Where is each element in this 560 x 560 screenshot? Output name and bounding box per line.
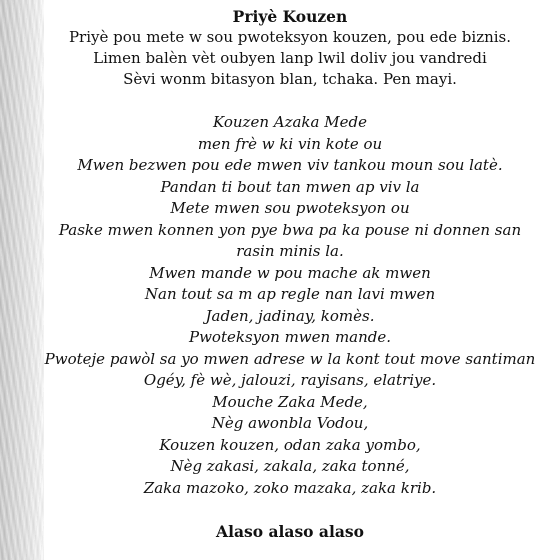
verse-line: Nèg zakasi, zakala, zaka tonné, (170, 457, 410, 475)
verse-line: rasin minis la. (236, 242, 344, 260)
intro-block (40, 27, 540, 90)
prayer-text (40, 6, 540, 542)
verse-line: Nan tout sa m ap regle nan lavi mwen (144, 285, 436, 303)
verse-line: Pwoteksyon mwen mande. (188, 328, 392, 346)
verse-line: Mwen mande w pou mache ak mwen (149, 263, 431, 282)
verse-line: Mete mwen sou pwoteksyon ou (170, 199, 410, 217)
verse-block (40, 112, 540, 499)
verse-line: Pandan ti bout tan mwen ap viv la (160, 177, 420, 196)
intro-line: Sèvi wonm bitasyon blan, tchaka. Pen mayi. (123, 70, 457, 88)
verse-line: Kouzen Azaka Mede (213, 113, 367, 131)
intro-line: Limen balèn vèt oubyen lanp lwil doliv jou vandredi (93, 49, 487, 67)
verse-line: Mouche Zaka Mede, (212, 392, 368, 411)
left-margin-texture (0, 0, 44, 560)
verse-line: Nèg awonbla Vodou, (211, 414, 369, 432)
verse-line: Kouzen kouzen, odan zaka yombo, (159, 435, 421, 454)
verse-line: men frè w ki vin kote ou (197, 134, 383, 153)
verse-line: Mwen bezwen pou ede mwen viv tankou moun sou latè. (77, 156, 503, 174)
verse-line: Zaka mazoko, zoko mazaka, zaka krib. (143, 478, 437, 497)
intro-line: Priyè pou mete w sou pwoteksyon kouzen, pou ede biznis. (68, 28, 512, 46)
closing-line: Alaso alaso alaso (216, 522, 364, 541)
prayer-title: Priyè Kouzen (232, 7, 348, 26)
verse-line: Jaden, jadinay, komès. (205, 306, 375, 325)
verse-line: Ogéy, fè wè, jalouzi, rayisans, elatriye. (143, 371, 437, 389)
verse-line: Paske mwen konnen yon pye bwa pa ka pouse ni donnen san (58, 220, 522, 239)
verse-line: Pwoteje pawòl sa yo mwen adrese w la kont tout move santiman (44, 349, 536, 368)
